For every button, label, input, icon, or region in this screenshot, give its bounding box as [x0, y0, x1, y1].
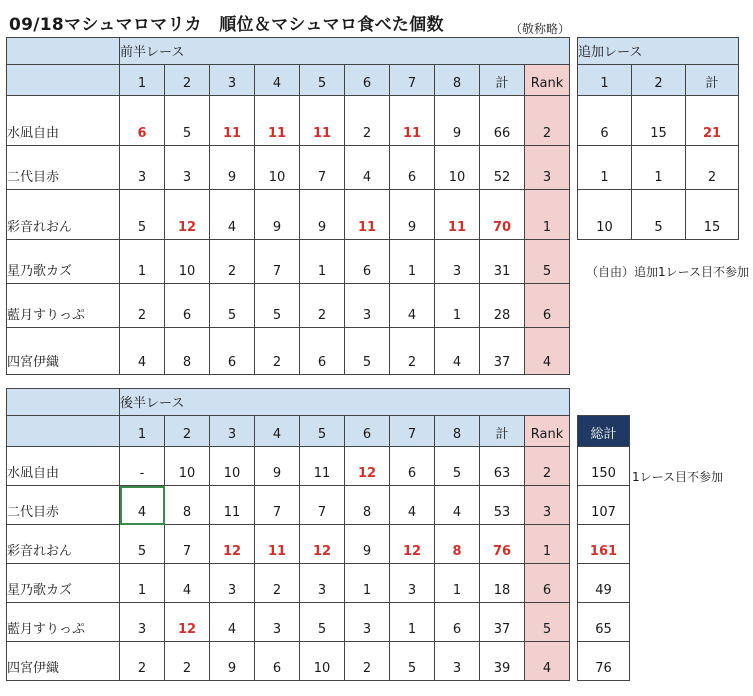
score-cell[interactable]: 5 — [255, 284, 300, 328]
table-row — [7, 328, 570, 375]
score-cell[interactable]: 8 — [165, 486, 210, 525]
score-cell[interactable]: 8 — [435, 525, 480, 564]
column-header[interactable]: 6 — [345, 65, 390, 96]
score-cell[interactable]: 5 — [210, 284, 255, 328]
score-cell[interactable]: 8 — [345, 486, 390, 525]
player-name[interactable]: 四宮伊織 — [7, 328, 120, 375]
score-cell[interactable]: 2 — [686, 146, 739, 190]
first-half-header-row — [7, 65, 570, 96]
score-cell[interactable]: 2 — [300, 284, 345, 328]
score-cell[interactable]: 1 — [390, 240, 435, 284]
score-cell[interactable]: 2 — [165, 642, 210, 681]
column-header[interactable]: 2 — [632, 65, 686, 96]
score-cell[interactable]: 37 — [480, 328, 525, 375]
score-cell[interactable]: 15 — [632, 96, 686, 146]
rank-cell[interactable]: 1 — [525, 525, 570, 564]
column-header[interactable]: 4 — [255, 65, 300, 96]
table-row — [7, 486, 570, 525]
score-cell[interactable]: 2 — [345, 642, 390, 681]
total-cell[interactable]: 76 — [578, 642, 630, 681]
score-cell[interactable]: 10 — [165, 447, 210, 486]
column-header[interactable]: 5 — [300, 65, 345, 96]
table-row — [578, 564, 630, 603]
column-header[interactable]: 7 — [390, 65, 435, 96]
player-name[interactable]: 星乃歌カズ — [7, 240, 120, 284]
score-cell[interactable]: 12 — [300, 525, 345, 564]
score-cell[interactable]: 11 — [300, 96, 345, 146]
score-cell[interactable]: 1 — [578, 146, 632, 190]
table-row — [578, 486, 630, 525]
honorific-note: （敬称略） — [510, 22, 571, 36]
score-cell[interactable]: 5 — [435, 447, 480, 486]
total-cell[interactable]: 49 — [578, 564, 630, 603]
player-name[interactable]: 二代目赤 — [7, 486, 120, 525]
second-half-table — [6, 388, 570, 681]
score-cell[interactable]: 8 — [165, 328, 210, 375]
score-cell[interactable]: 4 — [390, 284, 435, 328]
score-cell[interactable]: 31 — [480, 240, 525, 284]
score-cell[interactable]: 7 — [255, 240, 300, 284]
score-cell[interactable]: 70 — [480, 190, 525, 240]
column-header[interactable]: 計 — [480, 416, 525, 447]
score-cell[interactable]: 3 — [435, 642, 480, 681]
score-cell[interactable]: 4 — [165, 564, 210, 603]
first-half-table — [6, 37, 570, 375]
rank-cell[interactable]: 5 — [525, 240, 570, 284]
score-cell[interactable]: 1 — [435, 564, 480, 603]
score-cell[interactable]: 4 — [435, 328, 480, 375]
score-cell[interactable]: 9 — [255, 190, 300, 240]
score-cell[interactable]: 37 — [480, 603, 525, 642]
score-cell[interactable]: 1 — [435, 284, 480, 328]
table-row — [7, 525, 570, 564]
score-cell[interactable]: 3 — [120, 146, 165, 190]
score-cell[interactable]: 3 — [345, 603, 390, 642]
player-name[interactable]: 四宮伊織 — [7, 642, 120, 681]
score-cell[interactable]: 5 — [300, 603, 345, 642]
table-row — [578, 525, 630, 564]
score-cell[interactable]: 11 — [345, 190, 390, 240]
column-header[interactable]: Rank — [525, 416, 570, 447]
score-cell[interactable]: 7 — [255, 486, 300, 525]
score-cell[interactable]: 3 — [210, 564, 255, 603]
table-row — [578, 447, 630, 486]
rank-cell[interactable]: 4 — [525, 642, 570, 681]
score-cell[interactable]: 2 — [120, 284, 165, 328]
extra-note: （自由）追加1レース目不参加 — [586, 265, 750, 279]
total-cell[interactable]: 161 — [578, 525, 630, 564]
column-header[interactable]: 8 — [435, 65, 480, 96]
score-cell[interactable]: 5 — [120, 190, 165, 240]
score-cell[interactable]: 6 — [578, 96, 632, 146]
column-header[interactable]: 6 — [345, 416, 390, 447]
score-cell[interactable]: 1 — [120, 240, 165, 284]
player-name[interactable]: 彩音れおん — [7, 525, 120, 564]
rank-cell[interactable]: 2 — [525, 447, 570, 486]
score-cell[interactable]: 2 — [120, 642, 165, 681]
score-cell[interactable]: 15 — [686, 190, 739, 240]
score-cell[interactable]: 11 — [300, 447, 345, 486]
corner-cell[interactable] — [7, 389, 120, 416]
score-cell[interactable]: 1 — [120, 564, 165, 603]
score-cell[interactable]: 5 — [120, 525, 165, 564]
column-header[interactable]: 計 — [480, 65, 525, 96]
rank-cell[interactable]: 4 — [525, 328, 570, 375]
score-cell[interactable]: 2 — [255, 564, 300, 603]
rank-cell[interactable]: 1 — [525, 190, 570, 240]
score-cell[interactable]: 1 — [390, 603, 435, 642]
score-cell[interactable]: 6 — [435, 603, 480, 642]
score-cell[interactable]: 11 — [390, 96, 435, 146]
score-cell[interactable]: 12 — [165, 603, 210, 642]
table-row — [578, 146, 739, 190]
table-row — [7, 240, 570, 284]
player-name[interactable]: 星乃歌カズ — [7, 564, 120, 603]
score-cell[interactable]: 5 — [345, 328, 390, 375]
score-cell[interactable]: 10 — [255, 146, 300, 190]
score-cell[interactable]: 12 — [210, 525, 255, 564]
score-cell[interactable]: 10 — [210, 447, 255, 486]
rank-cell[interactable]: 2 — [525, 96, 570, 146]
score-cell[interactable]: 9 — [255, 447, 300, 486]
table-row — [578, 642, 630, 681]
score-cell[interactable]: 6 — [255, 642, 300, 681]
score-cell[interactable]: 12 — [390, 525, 435, 564]
score-cell[interactable]: 5 — [390, 642, 435, 681]
column-header[interactable]: 1 — [578, 65, 632, 96]
score-cell[interactable]: 6 — [120, 96, 165, 146]
extra-section-label[interactable]: 追加レース — [578, 38, 739, 65]
score-cell[interactable]: 9 — [210, 146, 255, 190]
score-cell[interactable]: 53 — [480, 486, 525, 525]
score-cell[interactable]: 10 — [578, 190, 632, 240]
score-cell[interactable]: 4 — [120, 486, 165, 525]
column-header[interactable]: 4 — [255, 416, 300, 447]
rank-cell[interactable]: 6 — [525, 284, 570, 328]
score-cell[interactable]: 9 — [435, 96, 480, 146]
score-cell[interactable]: 7 — [300, 146, 345, 190]
table-row — [7, 447, 570, 486]
score-cell[interactable]: 7 — [300, 486, 345, 525]
total-note: 1レース目不参加 — [632, 470, 724, 484]
column-header[interactable]: 8 — [435, 416, 480, 447]
score-cell[interactable]: 6 — [390, 447, 435, 486]
score-cell[interactable]: 11 — [210, 96, 255, 146]
extra-header-row — [578, 65, 739, 96]
table-row — [578, 96, 739, 146]
score-cell[interactable]: 11 — [255, 96, 300, 146]
score-cell[interactable]: 18 — [480, 564, 525, 603]
score-cell[interactable]: 1 — [300, 240, 345, 284]
score-cell[interactable]: 7 — [165, 525, 210, 564]
extra-race-table — [577, 37, 739, 240]
score-cell[interactable]: 2 — [345, 96, 390, 146]
score-cell[interactable]: 6 — [210, 328, 255, 375]
score-cell[interactable]: 52 — [480, 146, 525, 190]
header-blank[interactable] — [7, 65, 120, 96]
score-cell[interactable]: 66 — [480, 96, 525, 146]
table-row — [7, 642, 570, 681]
score-cell[interactable]: 11 — [435, 190, 480, 240]
score-cell[interactable]: 5 — [165, 96, 210, 146]
column-header[interactable]: 1 — [120, 416, 165, 447]
score-cell[interactable]: 1 — [345, 564, 390, 603]
column-header[interactable]: 計 — [686, 65, 739, 96]
total-cell[interactable]: 107 — [578, 486, 630, 525]
score-cell[interactable]: 76 — [480, 525, 525, 564]
score-cell[interactable]: 2 — [255, 328, 300, 375]
score-cell[interactable]: 6 — [390, 146, 435, 190]
column-header[interactable]: 3 — [210, 65, 255, 96]
score-cell[interactable]: 28 — [480, 284, 525, 328]
score-cell[interactable]: 10 — [165, 240, 210, 284]
first-half-section-label[interactable]: 前半レース — [120, 38, 570, 65]
total-cell[interactable]: 65 — [578, 603, 630, 642]
table-row — [7, 146, 570, 190]
rank-cell[interactable]: 3 — [525, 146, 570, 190]
score-cell[interactable]: 12 — [165, 190, 210, 240]
rank-cell[interactable]: 3 — [525, 486, 570, 525]
column-header[interactable]: 5 — [300, 416, 345, 447]
total-table — [577, 415, 630, 681]
score-cell[interactable]: 6 — [165, 284, 210, 328]
score-cell[interactable]: 4 — [210, 603, 255, 642]
score-cell[interactable]: 11 — [210, 486, 255, 525]
corner-cell[interactable] — [7, 38, 120, 65]
score-cell[interactable]: 6 — [300, 328, 345, 375]
score-cell[interactable]: - — [120, 447, 165, 486]
second-half-section-label[interactable]: 後半レース — [120, 389, 570, 416]
header-blank[interactable] — [7, 416, 120, 447]
score-cell[interactable]: 21 — [686, 96, 739, 146]
table-row — [7, 603, 570, 642]
total-header[interactable]: 総計 — [578, 416, 630, 447]
column-header[interactable]: 1 — [120, 65, 165, 96]
column-header[interactable]: 3 — [210, 416, 255, 447]
sheet-title: 09/18マシュマロマリカ 順位＆マシュマロ食べた個数 — [9, 15, 444, 35]
table-row — [7, 564, 570, 603]
score-cell[interactable]: 11 — [255, 525, 300, 564]
score-cell[interactable]: 4 — [345, 146, 390, 190]
score-cell[interactable]: 4 — [435, 486, 480, 525]
total-cell[interactable]: 150 — [578, 447, 630, 486]
second-half-header-row — [7, 416, 570, 447]
score-cell[interactable]: 3 — [435, 240, 480, 284]
score-cell[interactable]: 9 — [390, 190, 435, 240]
score-cell[interactable]: 6 — [345, 240, 390, 284]
score-cell[interactable]: 9 — [300, 190, 345, 240]
table-row — [578, 190, 739, 240]
score-cell[interactable]: 3 — [165, 146, 210, 190]
player-name[interactable]: 二代目赤 — [7, 146, 120, 190]
score-cell[interactable]: 9 — [345, 525, 390, 564]
score-cell[interactable]: 3 — [300, 564, 345, 603]
score-cell[interactable]: 12 — [345, 447, 390, 486]
score-cell[interactable]: 1 — [632, 146, 686, 190]
rank-cell[interactable]: 5 — [525, 603, 570, 642]
score-cell[interactable]: 39 — [480, 642, 525, 681]
rank-cell[interactable]: 6 — [525, 564, 570, 603]
score-cell[interactable]: 5 — [632, 190, 686, 240]
table-row — [7, 190, 570, 240]
score-cell[interactable]: 2 — [390, 328, 435, 375]
score-cell[interactable]: 10 — [435, 146, 480, 190]
score-cell[interactable]: 9 — [210, 642, 255, 681]
player-name[interactable]: 水凪自由 — [7, 96, 120, 146]
player-name[interactable]: 彩音れおん — [7, 190, 120, 240]
table-row — [578, 603, 630, 642]
column-header[interactable]: 2 — [165, 416, 210, 447]
score-cell[interactable]: 3 — [345, 284, 390, 328]
score-cell[interactable]: 10 — [300, 642, 345, 681]
score-cell[interactable]: 4 — [210, 190, 255, 240]
score-cell[interactable]: 63 — [480, 447, 525, 486]
score-cell[interactable]: 4 — [390, 486, 435, 525]
player-name[interactable]: 水凪自由 — [7, 447, 120, 486]
score-cell[interactable]: 3 — [120, 603, 165, 642]
player-name[interactable]: 藍月すりっぷ — [7, 603, 120, 642]
column-header[interactable]: 2 — [165, 65, 210, 96]
score-cell[interactable]: 4 — [120, 328, 165, 375]
score-cell[interactable]: 3 — [255, 603, 300, 642]
player-name[interactable]: 藍月すりっぷ — [7, 284, 120, 328]
column-header[interactable]: 7 — [390, 416, 435, 447]
column-header[interactable]: Rank — [525, 65, 570, 96]
score-cell[interactable]: 2 — [210, 240, 255, 284]
score-cell[interactable]: 3 — [390, 564, 435, 603]
table-row — [7, 96, 570, 146]
table-row — [7, 284, 570, 328]
